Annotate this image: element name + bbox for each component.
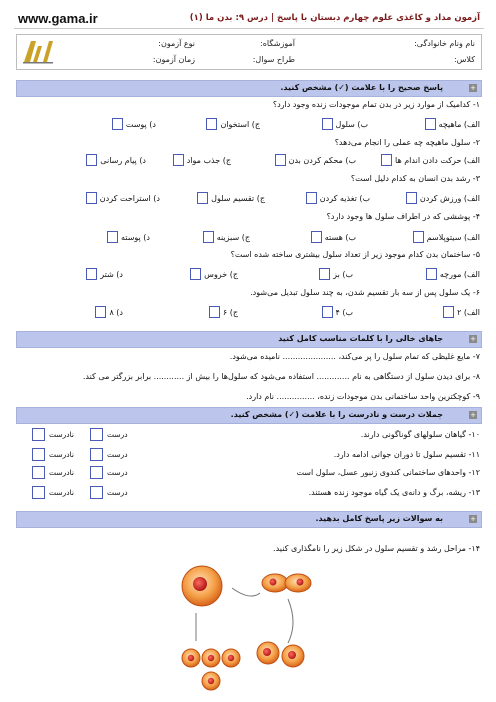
cell-division-diagram <box>180 563 320 698</box>
checkbox[interactable] <box>206 118 217 130</box>
tf-true-12[interactable]: درست <box>90 466 128 479</box>
two-cells <box>257 642 304 667</box>
option-2d[interactable]: د) پیام رسانی <box>86 154 146 166</box>
option-1d[interactable]: د) پوست <box>112 118 156 130</box>
question-9: ۹- کوچکترین واحد ساختمانی بدن موجودات زنده، ............... نام دارد. <box>246 392 480 401</box>
section-title: جاهای خالی را با کلمات مناسب کامل کنید <box>278 334 443 343</box>
checkbox[interactable] <box>443 306 454 318</box>
question-12: ۱۲- واحدهای ساختمانی کندوی زنبور عسل، سلول است <box>296 468 480 477</box>
exam-heading: آزمون مداد و کاغذی علوم چهارم دبستان با پاسخ | درس ۹: بدن ما (۱) <box>189 13 480 23</box>
question-1: ۱- کدامیک از موارد زیر در بدن تمام موجودات زنده وجود دارد؟ <box>272 100 480 109</box>
checkbox[interactable] <box>425 118 436 130</box>
option-5b[interactable]: ب) بز <box>319 268 353 280</box>
section-bullet-icon: + <box>470 84 476 92</box>
section-multiple-choice <box>16 80 482 97</box>
checkbox[interactable] <box>322 306 333 318</box>
option-1a[interactable]: الف) ماهیچه <box>425 118 480 130</box>
question-4: ۴- پوششی که در اطراف سلول ها وجود دارد؟ <box>326 212 480 221</box>
designer-label: طراح سوال: <box>252 55 295 64</box>
option-4a[interactable]: الف) سیتوپلاسم <box>413 231 480 243</box>
question-3: ۳- رشد بدن انسان به کدام دلیل است؟ <box>350 174 480 183</box>
option-4b[interactable]: ب) هسته <box>311 231 356 243</box>
school-label: آموزشگاه: <box>260 39 295 48</box>
option-1c[interactable]: ج) استخوان <box>206 118 260 130</box>
student-info-box <box>16 34 482 70</box>
checkbox[interactable] <box>90 466 103 479</box>
section-bullet-icon: + <box>470 411 476 419</box>
option-2a[interactable]: الف) حرکت دادن اندام ها <box>381 154 480 166</box>
checkbox[interactable] <box>209 306 220 318</box>
question-14: ۱۴- مراحل رشد و تقسیم سلول در شکل زیر را نامگذاری کنید. <box>273 544 480 553</box>
option-2b[interactable]: ب) محکم کردن بدن <box>275 154 356 166</box>
tf-false-12[interactable]: نادرست <box>32 466 74 479</box>
gama-logo-icon <box>21 38 55 64</box>
section-title: به سوالات زیر پاسخ کامل بدهید. <box>315 514 443 523</box>
exam-type-label: نوع آزمون: <box>158 39 195 48</box>
site-url[interactable]: www.gama.ir <box>18 11 98 26</box>
checkbox[interactable] <box>173 154 184 166</box>
checkbox[interactable] <box>86 268 97 280</box>
question-7: ۷- مایع غلیظی که تمام سلول را پر می‌کند، ..................... نامیده می‌شود. <box>229 352 480 361</box>
section-fill-blanks <box>16 331 482 348</box>
section-bullet-icon: + <box>470 515 476 523</box>
tf-false-13[interactable]: نادرست <box>32 486 74 499</box>
checkbox[interactable] <box>406 192 417 204</box>
question-13: ۱۳- ریشه، برگ و دانه‌ی یک گیاه موجود زنده هستند. <box>308 488 480 497</box>
checkbox[interactable] <box>90 448 103 461</box>
checkbox[interactable] <box>107 231 118 243</box>
option-6a[interactable]: الف) ۲ <box>443 306 480 318</box>
tf-true-13[interactable]: درست <box>90 486 128 499</box>
section-title: پاسخ صحیح را با علامت (✓) مشخص کنید. <box>280 83 443 92</box>
option-3a[interactable]: الف) ورزش کردن <box>406 192 480 204</box>
option-4d[interactable]: د) پوسته <box>107 231 150 243</box>
checkbox[interactable] <box>306 192 317 204</box>
section-bullet-icon: + <box>470 335 476 343</box>
tf-false-10[interactable]: نادرست <box>32 428 74 441</box>
checkbox[interactable] <box>90 486 103 499</box>
option-3d[interactable]: د) استراحت کردن <box>86 192 160 204</box>
top-bar <box>14 10 484 29</box>
option-3b[interactable]: ب) تغذیه کردن <box>306 192 370 204</box>
single-cell <box>182 566 222 606</box>
exam-time-label: زمان آزمون: <box>152 55 195 64</box>
dividing-cell <box>262 574 311 592</box>
checkbox[interactable] <box>90 428 103 441</box>
section-title: جملات درست و نادرست را با علامت (✓) مشخص کنید. <box>230 410 443 419</box>
checkbox[interactable] <box>322 118 333 130</box>
section-short-answer <box>16 511 482 528</box>
option-6b[interactable]: ب) ۴ <box>322 306 354 318</box>
question-2: ۲- سلول ماهیچه چه عملی را انجام می‌دهد؟ <box>334 138 480 147</box>
question-10: ۱۰- گیاهان سلولهای گوناگونی دارند. <box>360 430 480 439</box>
tf-false-11[interactable]: نادرست <box>32 448 74 461</box>
class-label: کلاس: <box>453 55 475 64</box>
option-5c[interactable]: ج) خروس <box>190 268 238 280</box>
option-6c[interactable]: ج) ۶ <box>209 306 238 318</box>
checkbox[interactable] <box>311 231 322 243</box>
checkbox[interactable] <box>112 118 123 130</box>
option-5a[interactable]: الف) مورچه <box>426 268 480 280</box>
checkbox[interactable] <box>319 268 330 280</box>
checkbox[interactable] <box>32 486 45 499</box>
option-4c[interactable]: ج) سبزینه <box>203 231 250 243</box>
checkbox[interactable] <box>32 466 45 479</box>
student-name-label: نام ونام خانوادگی: <box>414 39 475 48</box>
checkbox[interactable] <box>426 268 437 280</box>
question-8: ۸- برای دیدن سلول از دستگاهی به نام ............. استفاده می‌شود که سلول‌ها را بیش از ............ برابر بزرگتر می کند. <box>82 372 480 381</box>
option-1b[interactable]: ب) سلول <box>322 118 369 130</box>
checkbox[interactable] <box>381 154 392 166</box>
tf-true-11[interactable]: درست <box>90 448 128 461</box>
checkbox[interactable] <box>95 306 106 318</box>
checkbox[interactable] <box>86 154 97 166</box>
four-cells <box>182 649 240 690</box>
checkbox[interactable] <box>190 268 201 280</box>
option-2c[interactable]: ج) جذب مواد <box>173 154 231 166</box>
tf-true-10[interactable]: درست <box>90 428 128 441</box>
question-11: ۱۱- تقسیم سلول تا دوران جوانی ادامه دارد. <box>333 450 480 459</box>
option-5d[interactable]: د) شتر <box>86 268 123 280</box>
option-3c[interactable]: ج) تقسیم سلول <box>197 192 265 204</box>
question-5: ۵- ساختمان بدن کدام موجود زیر از تعداد سلول بیشتری ساخته شده است؟ <box>230 250 480 259</box>
question-6: ۶- یک سلول پس از سه بار تقسیم شدن، به چند سلول تبدیل می‌شود. <box>250 288 480 297</box>
checkbox[interactable] <box>203 231 214 243</box>
checkbox[interactable] <box>86 192 97 204</box>
checkbox[interactable] <box>413 231 424 243</box>
checkbox[interactable] <box>275 154 286 166</box>
checkbox[interactable] <box>32 428 45 441</box>
checkbox[interactable] <box>197 192 208 204</box>
section-true-false <box>16 407 482 424</box>
checkbox[interactable] <box>32 448 45 461</box>
option-6d[interactable]: د) ۸ <box>95 306 123 318</box>
